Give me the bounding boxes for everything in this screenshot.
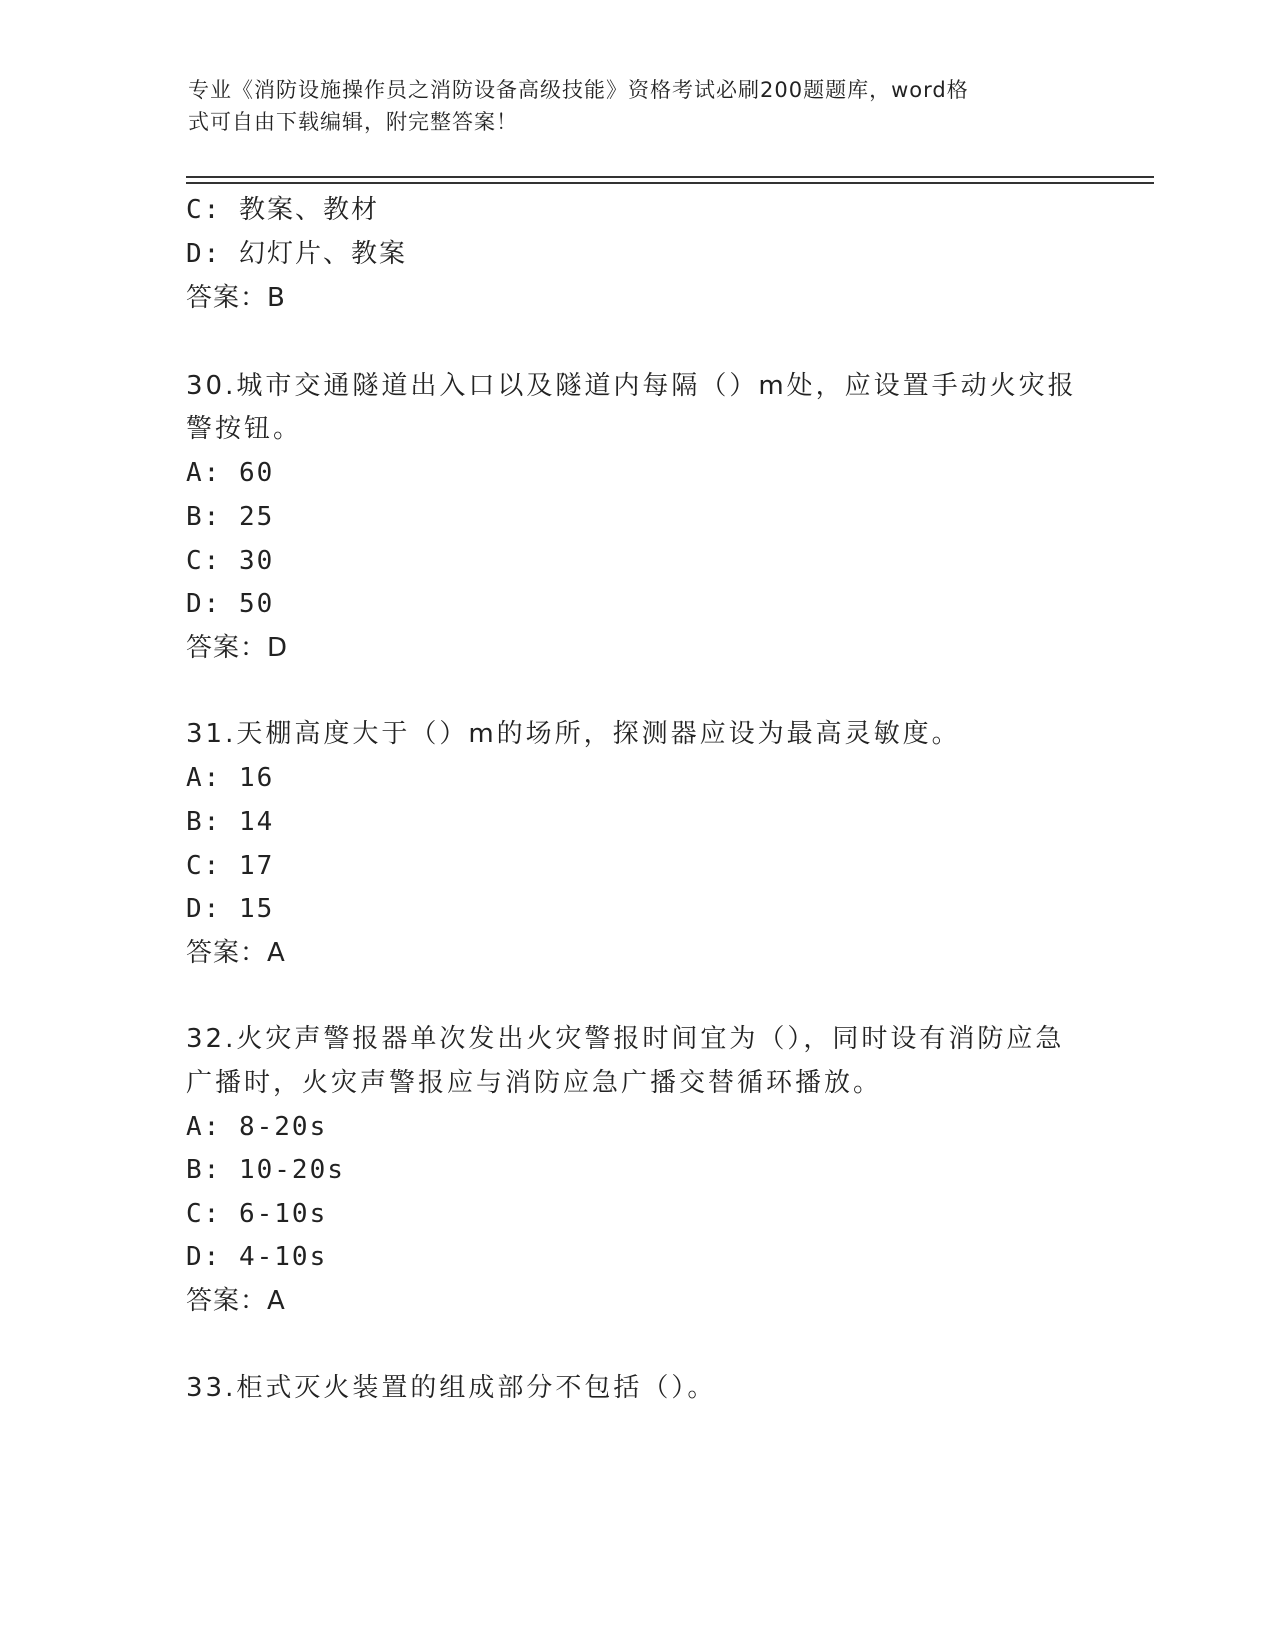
header-divider-top	[186, 176, 1154, 178]
question-30-answer: 答案：D	[186, 633, 289, 663]
answer-line: 答案：B	[186, 283, 286, 313]
question-32-option-c: C: 6-10s	[186, 1199, 328, 1229]
question-30-stem-line-2: 警按钮。	[186, 414, 303, 444]
question-32-option-a: A: 8-20s	[186, 1112, 328, 1142]
header-divider-bottom	[186, 182, 1154, 184]
question-31-answer: 答案：A	[186, 938, 286, 968]
question-30-stem-line-1: 30.城市交通隧道出入口以及隧道内每隔（）m处，应设置手动火灾报	[186, 371, 1077, 401]
question-31-option-a: A: 16	[186, 763, 275, 793]
option-c: C: 教案、教材	[186, 195, 379, 225]
question-30-option-a: A: 60	[186, 458, 275, 488]
header-line-2: 式可自由下载编辑，附完整答案！	[188, 110, 518, 134]
question-32-answer: 答案：A	[186, 1286, 286, 1316]
question-32-option-b: B: 10-20s	[186, 1155, 345, 1185]
question-31-stem: 31.天棚高度大于（）m的场所，探测器应设为最高灵敏度。	[186, 719, 961, 749]
header-line-1: 专业《消防设施操作员之消防设备高级技能》资格考试必刷200题题库，word格	[188, 78, 969, 102]
question-32-stem-line-2: 广播时，火灾声警报应与消防应急广播交替循环播放。	[186, 1068, 883, 1098]
question-31-option-d: D: 15	[186, 894, 275, 924]
question-30-option-d: D: 50	[186, 589, 275, 619]
question-31-option-c: C: 17	[186, 851, 275, 881]
question-32-option-d: D: 4-10s	[186, 1242, 328, 1272]
option-d: D: 幻灯片、教案	[186, 239, 407, 269]
question-30-option-c: C: 30	[186, 546, 275, 576]
document-header	[188, 74, 1068, 138]
question-33-stem: 33.柜式灭火装置的组成部分不包括（）。	[186, 1373, 717, 1403]
question-32-stem-line-1: 32.火灾声警报器单次发出火灾警报时间宜为（），同时设有消防应急	[186, 1024, 1065, 1054]
question-31-option-b: B: 14	[186, 807, 275, 837]
question-30-option-b: B: 25	[186, 502, 275, 532]
